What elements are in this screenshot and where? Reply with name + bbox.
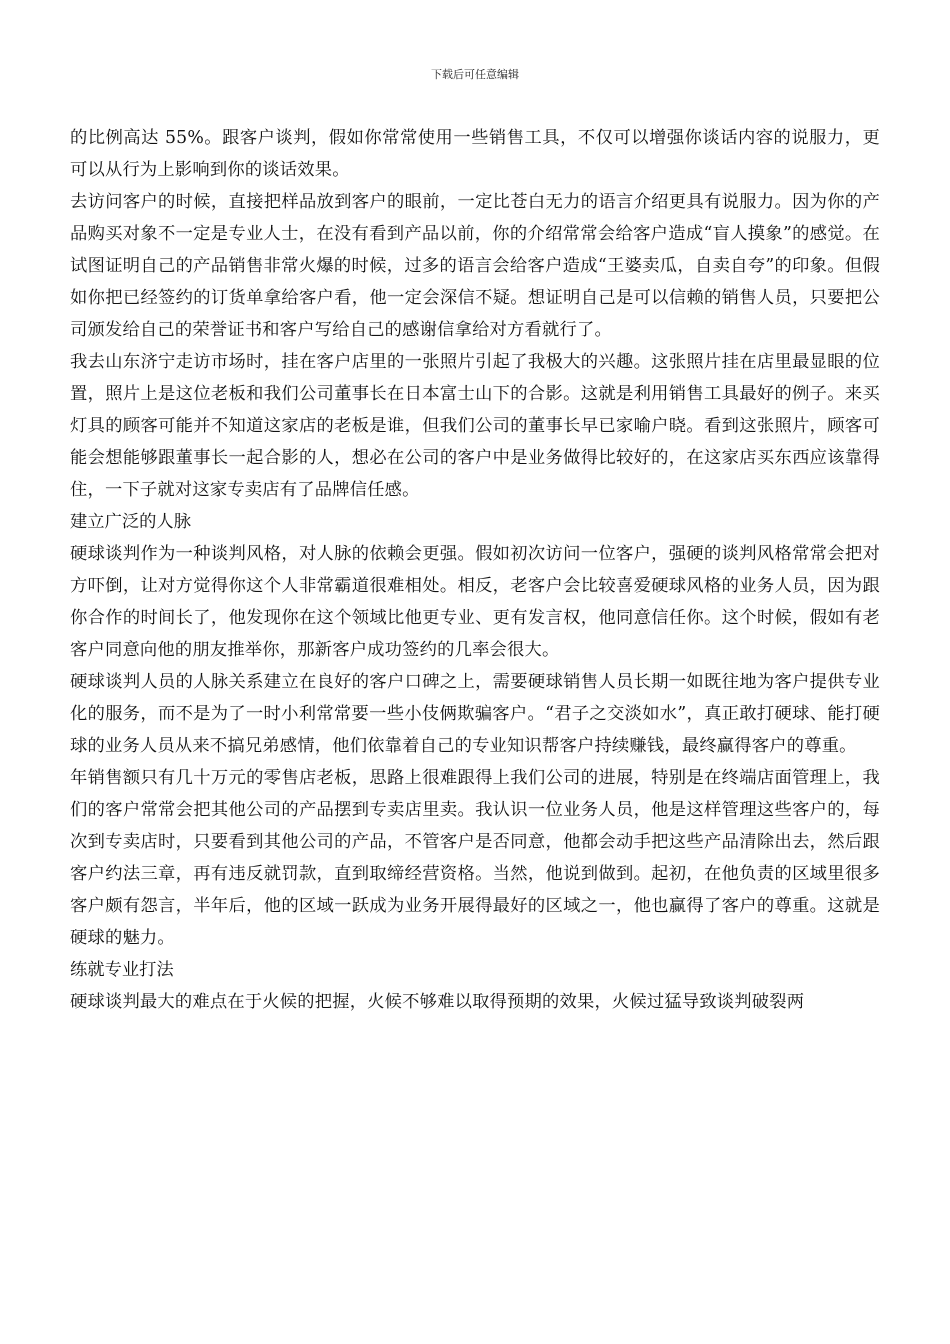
paragraph: 年销售额只有几十万元的零售店老板，思路上很难跟得上我们公司的进展，特别是在终端店面管理上，我们的客户常常会把其他公司的产品摆到专卖店里卖。我认识一位业务人员，他是这样管理这些客户的，每次到专卖店时，只要看到其他公司的产品，不管客户是否同意，他都会动手把这些产品清除出去，然后跟客户约法三章，再有违反就罚款，直到取缔经营资格。当然，他说到做到。起初，在他负责的区域里很多客户颇有怨言，半年后，他的区域一跃成为业务开展得最好的区域之一，他也赢得了客户的尊重。这就是硬球的魅力。 xyxy=(70,768,880,948)
paragraph: 硬球谈判人员的人脉关系建立在良好的客户口碑之上，需要硬球销售人员长期一如既往地为客户提供专业化的服务，而不是为了一时小利常常要一些小伎俩欺骗客户。“君子之交淡如水”，真正敢打硬球、能打硬球的业务人员从来不搞兄弟感情，他们依靠着自己的专业知识帮客户持续赚钱，最终赢得客户的尊重。 xyxy=(70,672,880,756)
paragraph: 硬球谈判作为一种谈判风格，对人脉的依赖会更强。假如初次访问一位客户，强硬的谈判风格常常会把对方吓倒，让对方觉得你这个人非常霸道很难相处。相反，老客户会比较喜爱硬球风格的业务人员，因为跟你合作的时间长了，他发现你在这个领域比他更专业、更有发言权，他同意信任你。这个时候，假如有老客户同意向他的朋友推举你，那新客户成功签约的几率会很大。 xyxy=(70,544,880,660)
section-heading: 练就专业打法 xyxy=(70,960,174,980)
paragraph: 我去山东济宁走访市场时，挂在客户店里的一张照片引起了我极大的兴趣。这张照片挂在店里最显眼的位置，照片上是这位老板和我们公司董事长在日本富士山下的合影。这就是利用销售工具最好的例子。来买灯具的顾客可能并不知道这家店的老板是谁，但我们公司的董事长早已家喻户晓。看到这张照片，顾客可能会想能够跟董事长一起合影的人，想必在公司的客户中是业务做得比较好的，在这家店买东西应该靠得住，一下子就对这家专卖店有了品牌信任感。 xyxy=(70,352,880,500)
document-body xyxy=(70,122,880,1018)
paragraph: 去访问客户的时候，直接把样品放到客户的眼前，一定比苍白无力的语言介绍更具有说服力。因为你的产品购买对象不一定是专业人士，在没有看到产品以前，你的介绍常常会给客户造成“盲人摸象”的感觉。在试图证明自己的产品销售非常火爆的时候，过多的语言会给客户造成“王婆卖瓜，自卖自夸”的印象。但假如你把已经签约的订货单拿给客户看，他一定会深信不疑。想证明自己是可以信赖的销售人员，只要把公司颁发给自己的荣誉证书和客户写给自己的感谢信拿给对方看就行了。 xyxy=(70,192,880,340)
paragraph: 硬球谈判最大的难点在于火候的把握，火候不够难以取得预期的效果，火候过猛导致谈判破裂两 xyxy=(70,992,805,1012)
paragraph: 的比例高达 55%。跟客户谈判，假如你常常使用一些销售工具，不仅可以增强你谈话内容的说服力，更可以从行为上影响到你的谈话效果。 xyxy=(70,128,880,180)
section-heading: 建立广泛的人脉 xyxy=(70,512,191,532)
page-header: 下载后可任意编辑 xyxy=(431,68,519,81)
